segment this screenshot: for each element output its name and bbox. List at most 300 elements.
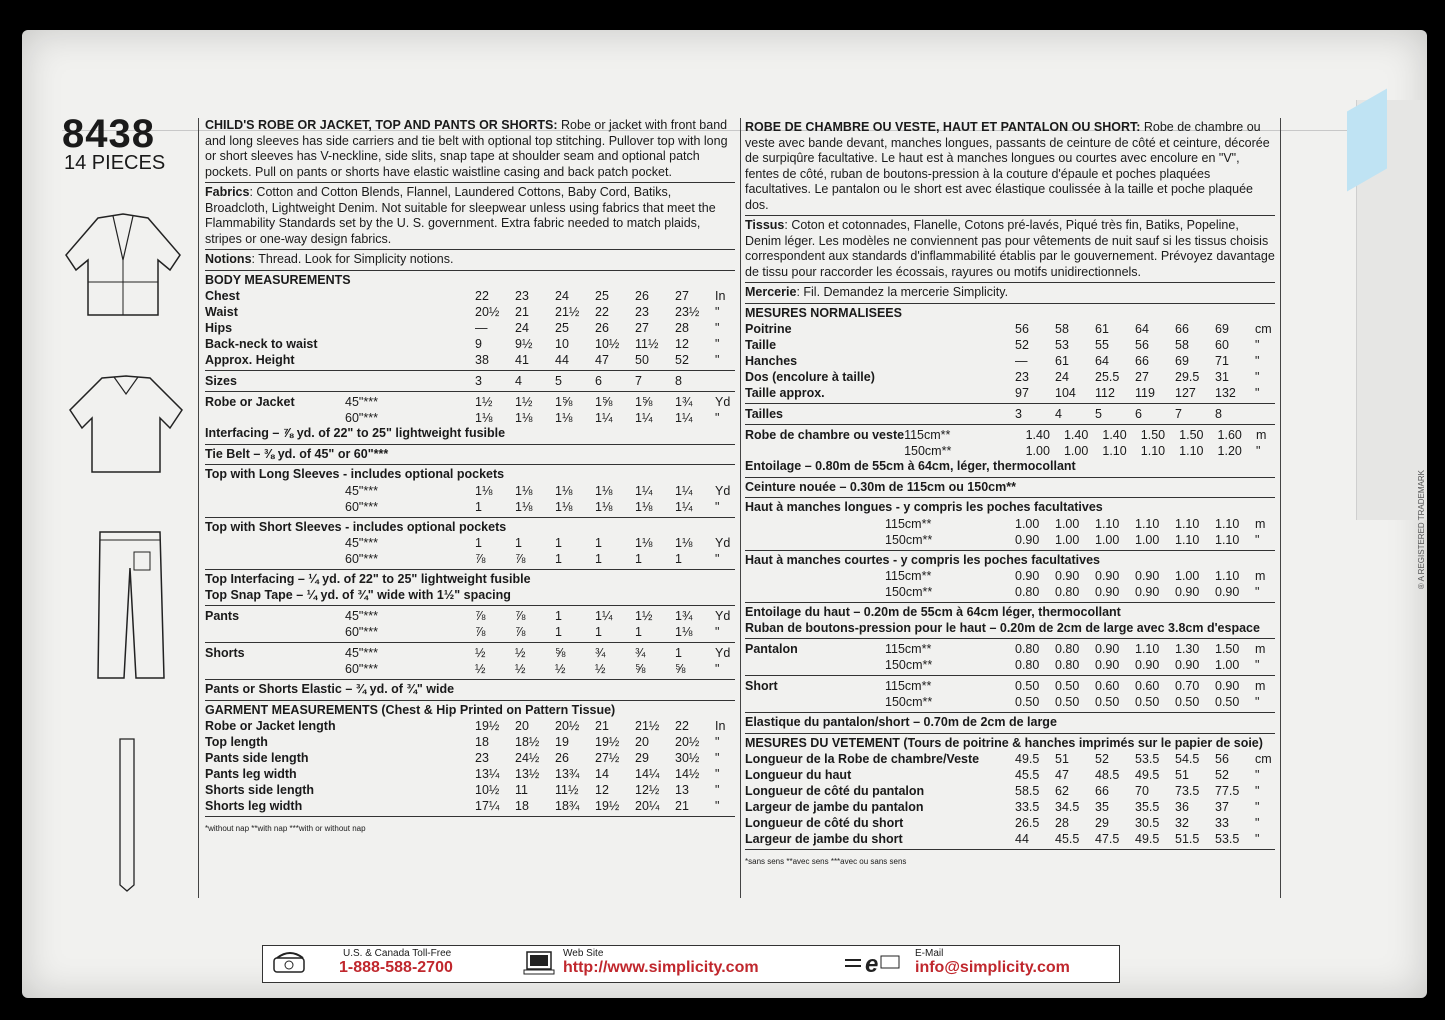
garment-measurement-cell: 49.5: [1015, 752, 1040, 766]
garment-measurement-cell: 20½: [555, 719, 580, 733]
garment-measurement-cell: 32: [1175, 816, 1189, 830]
body-measurement-unit: ": [1255, 354, 1260, 368]
shorts-cell: 0.50: [1135, 695, 1160, 709]
pants-unit: Yd: [715, 609, 731, 623]
body-measurement-cell: 66: [1135, 354, 1149, 368]
top-short-cell: 1: [555, 552, 562, 566]
rule: [745, 424, 1275, 425]
pattern-title: ROBE DE CHAMBRE OU VESTE, HAUT ET PANTALON OU SHORT:: [745, 120, 1141, 134]
garment-measurement-cell: 21: [595, 719, 609, 733]
body-measurement-cell: 64: [1095, 354, 1109, 368]
shorts-cell: 0.50: [1215, 695, 1240, 709]
garment-measurement-cell: 11½: [555, 783, 579, 797]
shorts-cell: ¾: [635, 646, 646, 660]
garment-measurement-unit: ": [715, 799, 720, 813]
pants-cell: 0.80: [1055, 642, 1080, 656]
body-measurement-cell: 23: [515, 289, 529, 303]
pants-row: [745, 641, 1275, 657]
robe-width: 115cm**: [904, 428, 951, 442]
robe-width: 45"***: [345, 395, 378, 409]
fabrics: [745, 218, 1275, 280]
top-long-table: [745, 516, 1275, 548]
top-snap-tape: Ruban de boutons-pression pour le haut – 0.20m de 2cm de large avec 3.8cm d'espace: [745, 620, 1260, 635]
svg-text:e: e: [865, 951, 879, 976]
top-short-cell: 1: [595, 552, 602, 566]
top-long-label: [745, 516, 885, 532]
body-measurement-unit: ": [1255, 370, 1260, 384]
pants-cell: 1: [555, 609, 562, 623]
email-link[interactable]: info@simplicity.com: [915, 959, 1070, 976]
top-short-unit: ": [1255, 585, 1260, 599]
garment-measurement-label: Largeur de jambe du short: [745, 832, 903, 846]
robe-cell: 1.40: [1102, 428, 1127, 442]
garment-measurement-unit: ": [1255, 784, 1260, 798]
body-measurement-cell: 52: [1015, 338, 1029, 352]
robe-cell: 1¼: [595, 411, 613, 425]
garment-measurement-cell: 18¾: [555, 799, 580, 813]
garment-measurement-cell: 20: [515, 719, 529, 733]
top-short-cell: ⅞: [475, 552, 486, 566]
phone-icon: [271, 950, 309, 976]
body-measurement-cell: 25.5: [1095, 370, 1120, 384]
top-short-cell: 0.90: [1095, 569, 1120, 583]
fabrics-label: Tissus: [745, 218, 785, 232]
body-measurement-row: [745, 337, 1275, 353]
body-measurement-cell: 41: [515, 353, 529, 367]
top-drawing: [64, 372, 189, 477]
robe-cell: 1.10: [1140, 444, 1166, 458]
garment-measurements-table: [745, 751, 1275, 847]
rule: [745, 403, 1275, 404]
top-short-sleeves-label: Haut à manches courtes - y compris les poches facultatives: [745, 552, 1100, 567]
top-short-cell: 1⅛: [635, 536, 653, 550]
robe-cell: 1¾: [675, 395, 693, 409]
robe-table: [205, 394, 735, 426]
garment-measurement-cell: 30½: [675, 751, 700, 765]
top-short-cell: 0.90: [1095, 585, 1120, 599]
garment-measurement-cell: 52: [1095, 752, 1109, 766]
garment-measurement-cell: 27½: [595, 751, 620, 765]
pants-cell: 0.90: [1175, 658, 1200, 672]
robe-label: [745, 443, 904, 459]
size-cell: 7: [635, 374, 642, 388]
top-long-cell: 1⅛: [515, 499, 533, 514]
rule: [745, 675, 1275, 676]
robe-cell: 1⅛: [475, 411, 493, 425]
garment-measurement-cell: 12: [595, 783, 609, 797]
notions-text: : Fil. Demandez la mercerie Simplicity.: [796, 285, 1009, 299]
pants-label: Pants: [205, 609, 240, 623]
garment-measurement-label: Largeur de jambe du pantalon: [745, 800, 924, 814]
size-cell: 3: [1015, 407, 1022, 421]
garment-measurement-cell: 45.5: [1055, 832, 1080, 846]
rule: [745, 602, 1275, 603]
shorts-label: Short: [745, 679, 778, 693]
garment-measurement-unit: ": [715, 783, 720, 797]
garment-measurement-row: [745, 815, 1275, 831]
web-link[interactable]: http://www.simplicity.com: [563, 959, 759, 976]
garment-measurement-cell: 18: [475, 735, 489, 749]
garment-measurement-cell: 53.5: [1215, 832, 1240, 846]
top-short-label: [205, 535, 345, 551]
email-label: E-Mail: [915, 948, 944, 959]
footnote: *sans sens **avec sens ***avec ou sans sens: [745, 857, 907, 866]
top-long-cell: 1.10: [1175, 516, 1200, 531]
size-cell: 4: [1055, 407, 1062, 421]
garment-measurement-unit: In: [715, 719, 726, 733]
garment-measurement-unit: ": [715, 751, 720, 765]
garment-measurement-cell: 52: [1215, 768, 1229, 782]
body-measurement-cell: 56: [1135, 338, 1149, 352]
top-short-width: 150cm**: [885, 585, 933, 599]
shorts-cell: 0.60: [1095, 679, 1120, 693]
top-short-cell: 0.80: [1015, 585, 1040, 599]
shorts-cell: ⅝: [555, 646, 566, 660]
top-long-cell: 1.10: [1175, 532, 1200, 547]
garment-measurement-cell: 14½: [675, 767, 700, 781]
size-cell: 8: [675, 374, 682, 388]
pants-unit: m: [1255, 642, 1266, 656]
garment-measurement-cell: 19½: [475, 719, 500, 733]
top-snap-tape: Top Snap Tape – ¼ yd. of ¾" wide with 1½" spacing: [205, 587, 511, 602]
tie-belt: Tie Belt – ⅜ yd. of 45" or 60"***: [205, 446, 389, 461]
body-measurement-label: Taille approx.: [745, 386, 825, 400]
size-cell: 4: [515, 374, 522, 388]
rule: [205, 249, 735, 250]
shorts-row: [745, 678, 1275, 694]
body-measurement-label: Poitrine: [745, 322, 792, 336]
rule: [205, 679, 735, 680]
pattern-description: Robe or jacket with front band and long sleeves has side carriers and tie belt with optional top stitching. Pullover top with long or short sleeves has V-neckline, side slits, snap tape at shoulder seam and optional patch pockets. Pull on pants or shorts have elastic waistline casing and back patch pocket.: [205, 118, 728, 179]
top-long-sleeves-label: Haut à manches longues - y compris les poches facultatives: [745, 500, 1103, 514]
top-short-unit: m: [1255, 569, 1266, 583]
pants-cell: 0.90: [1095, 658, 1120, 672]
pattern-title: CHILD'S ROBE OR JACKET, TOP AND PANTS OR SHORTS:: [205, 118, 558, 132]
garment-measurement-label: Longueur de la Robe de chambre/Veste: [745, 752, 980, 766]
robe-cell: 1.60: [1217, 428, 1242, 442]
shorts-cell: 0.50: [1095, 695, 1120, 709]
notions-text: : Thread. Look for Simplicity notions.: [251, 252, 454, 266]
top-short-cell: 1: [675, 552, 682, 566]
garment-measurement-cell: 36: [1175, 800, 1189, 814]
body-measurement-cell: 119: [1135, 386, 1155, 400]
shorts-width: 115cm**: [885, 679, 932, 693]
rule: [205, 517, 735, 518]
size-cell: 7: [1175, 407, 1182, 421]
garment-measurement-row: [205, 718, 735, 734]
body-measurement-cell: 112: [1095, 386, 1115, 400]
shorts-cell: ¾: [595, 646, 606, 660]
body-measurement-cell: 29.5: [1175, 370, 1200, 384]
garment-measurement-unit: ": [1255, 832, 1260, 846]
rule: [205, 642, 735, 643]
robe-cell: 1⅝: [555, 395, 573, 409]
robe-label: [205, 410, 345, 426]
top-short-cell: 1: [475, 536, 482, 550]
shorts-cell: 1: [675, 646, 682, 660]
robe-cell: 1¼: [675, 411, 693, 425]
french-panel: [745, 120, 1275, 870]
body-measurement-unit: ": [1255, 338, 1260, 352]
body-measurement-cell: 56: [1015, 322, 1029, 336]
pants-row: [205, 608, 735, 624]
notions: [745, 285, 1275, 301]
robe-row: [205, 410, 735, 426]
top-short-cell: 1: [515, 536, 522, 550]
tie-belt-drawing: [112, 735, 142, 895]
body-measurement-unit: ": [715, 337, 720, 351]
body-measurement-cell: 50: [635, 353, 649, 367]
garment-measurement-cell: 13¼: [475, 767, 500, 781]
garment-measurement-label: Pants leg width: [205, 767, 297, 781]
pants-cell: 0.80: [1055, 658, 1080, 672]
garment-measurement-cell: 58.5: [1015, 784, 1040, 798]
garment-measurements-table: [205, 718, 735, 814]
body-measurement-cell: 10½: [595, 337, 620, 351]
robe-cell: 1.20: [1217, 444, 1242, 458]
garment-measurement-cell: 29: [1095, 816, 1109, 830]
garment-measurement-cell: 47.5: [1095, 832, 1120, 846]
pants-cell: 1⅛: [675, 625, 693, 639]
size-cell: 3: [475, 374, 482, 388]
pants-cell: 1: [555, 625, 562, 639]
pants-row: [745, 657, 1275, 673]
body-measurement-unit: ": [1255, 386, 1260, 400]
pants-drawing: [92, 528, 172, 683]
top-long-width: 115cm**: [885, 516, 932, 531]
shorts-cell: ½: [555, 662, 566, 676]
top-long-cell: 1⅛: [475, 483, 493, 498]
shorts-cell: 0.50: [1015, 695, 1040, 709]
garment-measurement-cell: 33.5: [1015, 800, 1040, 814]
robe-unit: ": [1255, 444, 1261, 458]
top-short-cell: 0.90: [1015, 569, 1040, 583]
body-measurement-unit: ": [715, 353, 720, 367]
garment-measurement-cell: 13: [675, 783, 689, 797]
garment-measurement-cell: 35: [1095, 800, 1109, 814]
fabrics-label: Fabrics: [205, 185, 250, 199]
rule: [205, 270, 735, 271]
pants-cell: 1¼: [595, 609, 613, 623]
garment-measurement-cell: 13½: [515, 767, 540, 781]
body-measurement-row: [205, 352, 735, 368]
top-short-cell: 0.90: [1175, 585, 1200, 599]
garment-measurement-cell: 22: [675, 719, 689, 733]
shorts-cell: ⅝: [635, 662, 646, 676]
garment-measurement-row: [205, 798, 735, 814]
garment-measurement-cell: 66: [1095, 784, 1109, 798]
garment-measurement-cell: 49.5: [1135, 832, 1160, 846]
pants-table: [745, 641, 1275, 673]
garment-measurement-row: [205, 734, 735, 750]
body-measurement-cell: 58: [1175, 338, 1189, 352]
shorts-cell: 0.60: [1135, 679, 1160, 693]
body-measurement-cell: 25: [595, 289, 609, 303]
phone-label: U.S. & Canada Toll-Free: [343, 948, 452, 959]
robe-cell: 1¼: [635, 411, 653, 425]
body-measurement-unit: ": [715, 305, 720, 319]
garment-measurement-cell: 48.5: [1095, 768, 1120, 782]
sizes-unit: [715, 373, 735, 389]
top-long-width: 45"***: [345, 483, 378, 498]
garment-measurement-cell: 17¼: [475, 799, 500, 813]
garment-measurement-cell: 28: [1055, 816, 1069, 830]
body-measurement-cell: 66: [1175, 322, 1189, 336]
body-measurement-cell: 26: [635, 289, 649, 303]
body-measurement-row: [745, 385, 1275, 401]
garment-measurement-cell: 12½: [635, 783, 660, 797]
garment-measurement-label: Longueur de côté du pantalon: [745, 784, 925, 798]
robe-row: [205, 394, 735, 410]
shorts-width: 60"***: [345, 662, 378, 676]
robe-cell: 1½: [515, 395, 533, 409]
garment-measurement-cell: 35.5: [1135, 800, 1160, 814]
sizes-label: Sizes: [205, 374, 237, 388]
pattern-number: 8438: [62, 112, 155, 156]
garment-measurement-unit: ": [715, 735, 720, 749]
robe-row: [745, 427, 1275, 443]
shorts-width: 45"***: [345, 646, 378, 660]
computer-icon: [521, 950, 559, 976]
body-measurement-unit: In: [715, 289, 726, 303]
body-measurement-cell: 28: [675, 321, 689, 335]
shorts-cell: 0.50: [1055, 695, 1080, 709]
phone-number[interactable]: 1-888-588-2700: [339, 959, 453, 976]
top-short-label: [745, 584, 885, 600]
top-long-cell: 1⅛: [555, 499, 573, 514]
garment-measurement-unit: ": [1255, 816, 1260, 830]
top-long-cell: 1⅛: [595, 483, 613, 498]
rule: [205, 700, 735, 701]
top-short-width: 45"***: [345, 536, 378, 550]
garment-measurement-label: Pants side length: [205, 751, 309, 765]
body-measurement-row: [205, 320, 735, 336]
body-measurement-row: [745, 321, 1275, 337]
top-long-cell: 0.90: [1015, 532, 1040, 547]
top-long-cell: 1¼: [675, 499, 693, 514]
top-interfacing: Entoilage du haut – 0.20m de 55cm à 64cm léger, thermocollant: [745, 605, 1121, 619]
garment-measurement-cell: 30.5: [1135, 816, 1160, 830]
rule: [205, 444, 735, 445]
top-long-cell: 1.10: [1215, 516, 1240, 531]
top-short-label: [205, 551, 345, 567]
body-measurement-row: [745, 369, 1275, 385]
body-measurement-cell: 27: [1135, 370, 1149, 384]
body-measurement-unit: ": [715, 321, 720, 335]
pants-cell: 0.80: [1015, 658, 1040, 672]
description: [745, 120, 1275, 213]
garment-measurement-cell: 19½: [595, 799, 620, 813]
body-measurement-cell: 9: [475, 337, 482, 351]
robe-row: [745, 443, 1275, 459]
body-measurement-cell: 10: [555, 337, 569, 351]
top-short-table: [205, 535, 735, 567]
body-measurement-cell: 69: [1215, 322, 1229, 336]
shorts-cell: 0.50: [1055, 679, 1080, 693]
rule: [745, 497, 1275, 498]
robe-cell: 1⅛: [555, 411, 573, 425]
pants-unit: ": [1255, 658, 1260, 672]
robe-table: [745, 427, 1275, 459]
shorts-cell: 0.50: [1015, 679, 1040, 693]
top-short-width: 60"***: [345, 552, 378, 566]
rule: [205, 605, 735, 606]
divider-left: [198, 118, 199, 898]
body-measurement-unit: cm: [1255, 322, 1272, 336]
shorts-cell: ½: [515, 646, 526, 660]
garment-measurement-unit: ": [1255, 800, 1260, 814]
garment-measurement-cell: 24½: [515, 751, 540, 765]
rule: [745, 303, 1275, 304]
top-long-cell: 1.00: [1055, 532, 1080, 547]
top-long-row: [745, 532, 1275, 548]
pants-row: [205, 624, 735, 640]
top-long-cell: 1¼: [635, 483, 653, 498]
garment-measurement-row: [745, 783, 1275, 799]
top-long-cell: 1.00: [1095, 532, 1120, 547]
shorts-unit: ": [715, 662, 720, 676]
body-measurements-title: MESURES NORMALISEES: [745, 305, 902, 320]
body-measurement-cell: 26: [595, 321, 609, 335]
shorts-cell: 0.90: [1215, 679, 1240, 693]
garment-measurement-label: Longueur du haut: [745, 768, 852, 782]
top-short-cell: ⅞: [515, 552, 526, 566]
robe-width: 150cm**: [904, 444, 952, 458]
body-measurement-cell: 97: [1015, 386, 1029, 400]
email-icon: [843, 950, 903, 976]
top-short-row: [745, 584, 1275, 600]
pants-width: 150cm**: [885, 658, 933, 672]
body-measurement-label: Chest: [205, 289, 240, 303]
body-measurement-label: Hanches: [745, 354, 798, 368]
garment-measurement-cell: 14: [595, 767, 609, 781]
garment-measurement-cell: 70: [1135, 784, 1149, 798]
top-short-unit: Yd: [715, 536, 731, 550]
pants-cell: ⅞: [475, 609, 486, 623]
rule: [745, 712, 1275, 713]
garment-measurement-cell: 62: [1055, 784, 1069, 798]
pants-label: Pantalon: [745, 642, 798, 656]
pants-cell: ⅞: [475, 625, 486, 639]
body-measurement-row: [205, 336, 735, 352]
top-long-cell: 1.00: [1015, 516, 1040, 531]
top-short-cell: 1.10: [1215, 569, 1240, 583]
shorts-cell: ½: [595, 662, 606, 676]
pieces-count: 14 PIECES: [64, 152, 166, 174]
body-measurement-cell: 11½: [635, 337, 659, 351]
elastic: Elastique du pantalon/short – 0.70m de 2cm de large: [745, 715, 1057, 729]
body-measurement-cell: 25: [555, 321, 569, 335]
top-long-row: [745, 516, 1275, 532]
pants-cell: 1.00: [1215, 658, 1240, 672]
body-measurement-cell: 27: [675, 289, 689, 303]
elastic: Pants or Shorts Elastic – ¾ yd. of ¾" wide: [205, 682, 455, 696]
tie-belt: Ceinture nouée – 0.30m de 115cm ou 150cm**: [745, 479, 1016, 494]
fabrics-text: : Cotton and Cotton Blends, Flannel, Laundered Cottons, Baby Cord, Batiks, Broadcloth, Lightweight Denim. Not suitable for sleepwear unless using fabrics that meet the Flammability Standards set by the U. S. government. Extra fabric needed to match plaids, stripes or one-way design fabrics.: [205, 185, 716, 246]
shorts-label: Shorts: [205, 646, 245, 660]
garment-measurement-cell: 13¾: [555, 767, 580, 781]
rule: [205, 569, 735, 570]
interfacing: Entoilage – 0.80m de 55cm à 64cm, léger, thermocollant: [745, 459, 1076, 473]
garment-measurement-cell: 37: [1215, 800, 1229, 814]
sizes-unit: [1255, 406, 1275, 422]
body-measurement-row: [745, 353, 1275, 369]
body-measurement-row: [205, 304, 735, 320]
garment-measurement-label: Shorts leg width: [205, 799, 303, 813]
body-measurement-cell: —: [1015, 354, 1028, 368]
rule: [205, 816, 735, 817]
top-interfacing: Top Interfacing – ¼ yd. of 22" to 25" lightweight fusible: [205, 572, 531, 586]
